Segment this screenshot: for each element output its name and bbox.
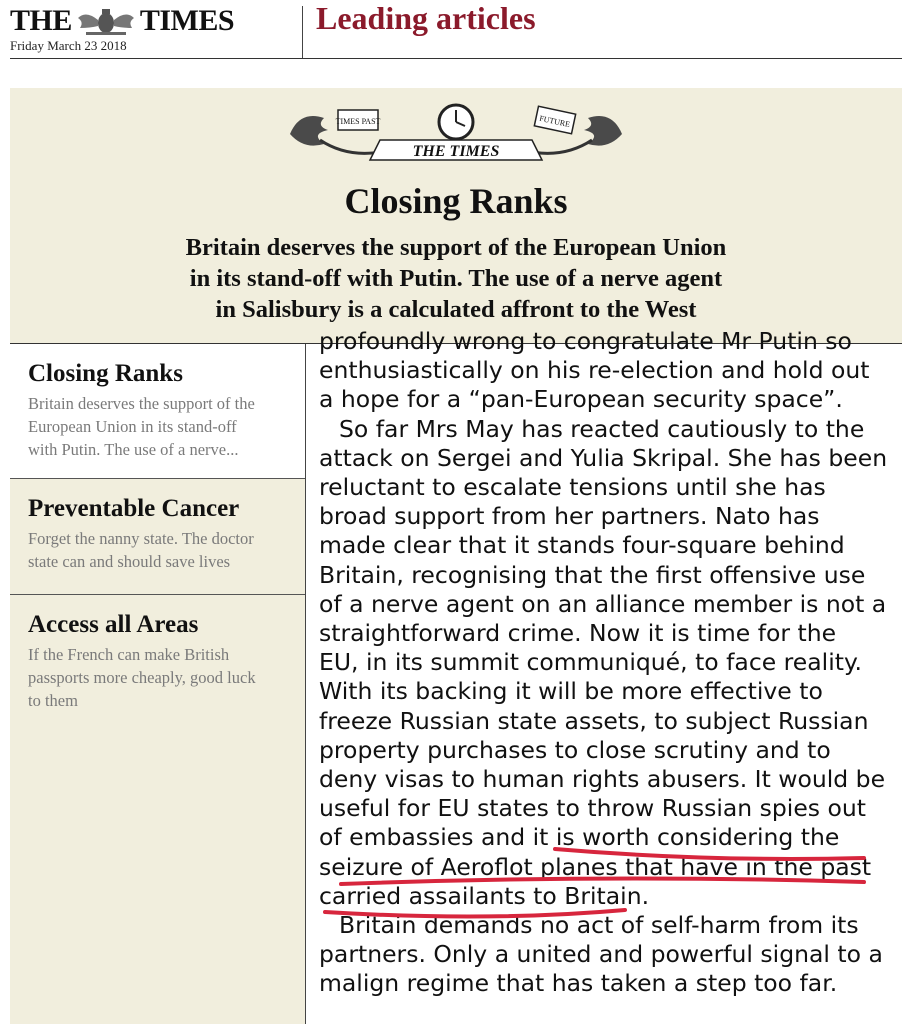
desc-line: with Putin. The use of a nerve... <box>28 440 239 459</box>
article-line: attack on Sergei and Yulia Skripal. She has been <box>319 443 888 472</box>
section-title: Leading articles <box>316 0 536 36</box>
desc-line: European Union in its stand-off <box>28 417 237 436</box>
article-line: profoundly wrong to congratulate Mr Putin so <box>319 327 852 355</box>
banner-standfirst <box>130 232 782 325</box>
header-rule <box>10 58 902 59</box>
standfirst-line: in Salisbury is a calculated affront to the West <box>215 296 697 323</box>
desc-line: state can and should save lives <box>28 552 231 571</box>
logo-tag-right: FUTURE <box>538 113 571 130</box>
logo-word-the: THE <box>10 4 72 37</box>
crest-icon <box>76 6 136 36</box>
article-line: made clear that it stands four-square behind <box>319 531 845 560</box>
desc-line: Forget the nanny state. The doctor <box>28 529 254 548</box>
sidebar-item-desc <box>28 527 296 573</box>
sidebar-item-desc <box>28 643 296 712</box>
article-line: of a nerve agent on an alliance member is not a <box>319 589 887 618</box>
sidebar-item-preventable-cancer[interactable] <box>10 479 306 593</box>
logo-tag-left: TIMES PAST <box>335 117 381 126</box>
article-line: of embassies and it is worth considering the <box>319 823 840 852</box>
leader-banner <box>10 88 902 344</box>
desc-line: to them <box>28 691 78 710</box>
article-line: Britain, recognising that the first offensive use <box>319 560 866 589</box>
header-divider <box>302 6 303 58</box>
article-line: deny visas to human rights abusers. It would be <box>319 765 886 794</box>
article-body[interactable] <box>319 327 902 1024</box>
times-logo[interactable] <box>10 4 234 38</box>
banner-headline: Closing Ranks <box>344 181 568 221</box>
article-text <box>319 327 899 999</box>
standfirst-line: Britain deserves the support of the European Union <box>185 234 727 261</box>
logo-ribbon-text: THE TIMES <box>412 143 500 160</box>
article-line: partners. Only a united and powerful signal to a <box>319 940 883 969</box>
article-line: freeze Russian state assets, to subject Russian <box>319 706 869 735</box>
article-line: With its backing it will be more effective to <box>319 677 823 706</box>
article-line: Britain demands no act of self-harm from its <box>339 911 859 940</box>
sidebar-item-title: Preventable Cancer <box>28 495 240 522</box>
sidebar-item-closing-ranks[interactable] <box>10 344 306 478</box>
article-line: So far Mrs May has reacted cautiously to the <box>339 414 865 443</box>
sidebar-border <box>305 344 306 1024</box>
times-past-future-logo <box>280 100 632 168</box>
article-line: EU, in its summit communiqué, to face reality. <box>319 648 862 677</box>
standfirst-line: in its stand-off with Putin. The use of a nerve agent <box>189 265 723 292</box>
article-line: a hope for a “pan-European security space”. <box>319 385 843 414</box>
desc-line: passports more cheaply, good luck <box>28 668 256 687</box>
article-line: seizure of Aeroflot planes that have in the past <box>319 852 872 881</box>
article-line: enthusiastically on his re-election and hold out <box>319 356 870 385</box>
sidebar <box>10 344 306 1024</box>
desc-line: Britain deserves the support of the <box>28 394 255 413</box>
article-line: malign regime that has taken a step too far. <box>319 969 838 998</box>
article-line: broad support from her partners. Nato has <box>319 502 820 531</box>
article-line: property purchases to close scrutiny and to <box>319 735 831 764</box>
article-line: reluctant to escalate tensions until she has <box>319 473 826 502</box>
sidebar-item-desc <box>28 392 296 461</box>
logo-word-times: TIMES <box>139 4 235 37</box>
desc-line: If the French can make British <box>28 645 230 664</box>
sidebar-item-title: Access all Areas <box>28 611 199 638</box>
publication-date: Friday March 23 2018 <box>10 38 127 53</box>
masthead <box>0 0 902 62</box>
article-line: carried assailants to Britain. <box>319 881 650 910</box>
article-line: useful for EU states to throw Russian spies out <box>319 794 866 823</box>
sidebar-item-access-all-areas[interactable] <box>10 595 306 725</box>
article-line: straightforward crime. Now it is time for the <box>319 619 837 648</box>
sidebar-item-title: Closing Ranks <box>28 360 183 387</box>
